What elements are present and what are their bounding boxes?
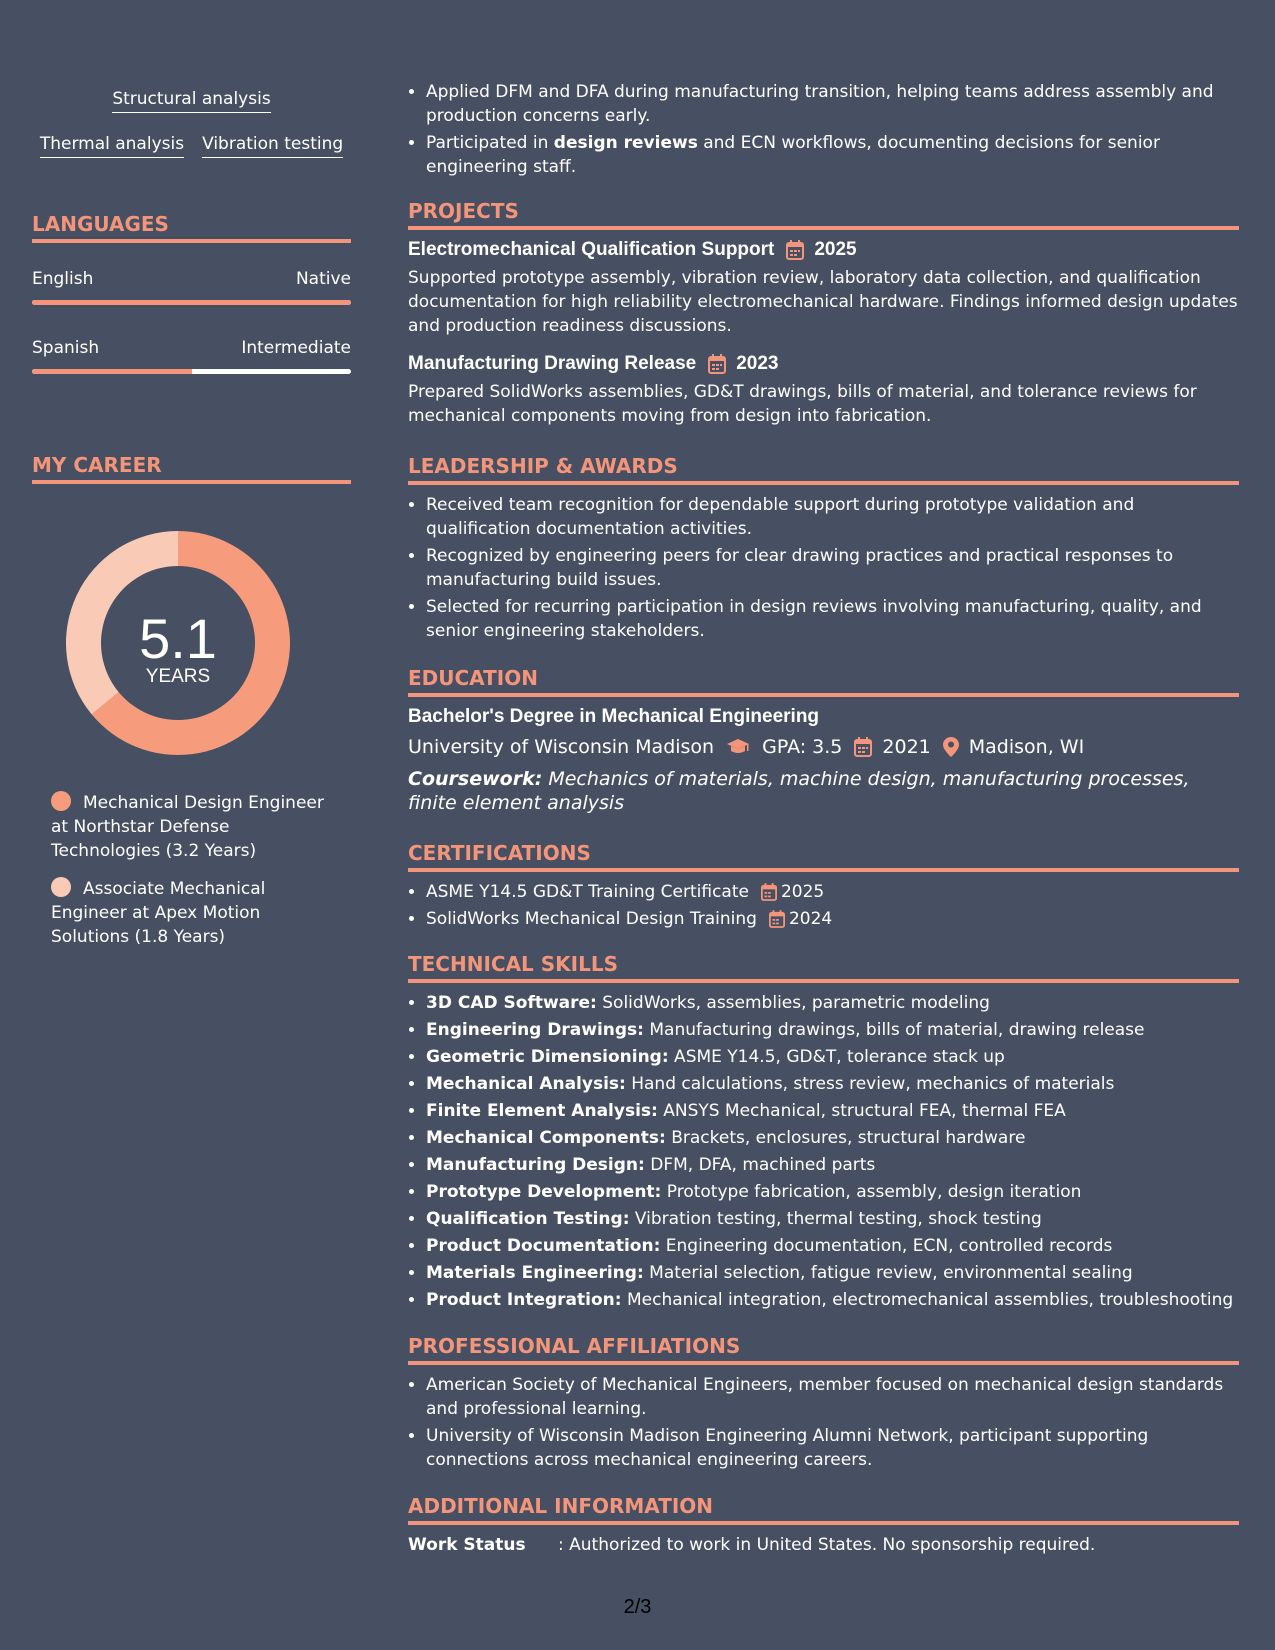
project-description: Supported prototype assembly, vibration review, laboratory data collection, and qualification documentation for high reliability electromechanical hardware. Findings informed design updates and production readiness discussions. — [408, 268, 1238, 336]
skill-tags-row-2 — [32, 133, 351, 158]
work-status-label: Work Status — [408, 1535, 526, 1555]
project-year: 2025 — [814, 239, 857, 260]
additional-info-heading: ADDITIONAL INFORMATION — [408, 1493, 1239, 1525]
calendar-icon — [786, 240, 804, 260]
technical-skill-item: • Engineering Drawings: Manufacturing drawings, bills of material, drawing release — [426, 1018, 1239, 1042]
project-description: Prepared SolidWorks assemblies, GD&T drawings, bills of material, and tolerance reviews for mechanical components moving from design into fabrication. — [408, 382, 1197, 426]
school-location: Madison, WI — [968, 736, 1085, 758]
certifications-section — [408, 840, 1239, 934]
project-title: Manufacturing Drawing Release 2023 — [408, 353, 779, 374]
calendar-icon — [854, 737, 872, 757]
technical-skill-item: • 3D CAD Software: SolidWorks, assemblies, parametric modeling — [426, 991, 1239, 1015]
technical-skills-list — [408, 991, 1239, 1312]
language-english — [32, 268, 351, 305]
technical-skill-item: • Finite Element Analysis: ANSYS Mechanical, structural FEA, thermal FEA — [426, 1099, 1239, 1123]
certification-item: • SolidWorks Mechanical Design Training 2024 — [426, 907, 1239, 931]
career-role-label: Associate Mechanical Engineer at Apex Motion Solutions (1.8 Years) — [51, 879, 266, 947]
certification-year: 2025 — [780, 882, 825, 902]
career-donut-chart — [66, 531, 290, 755]
leadership-item: • Received team recognition for dependable support during prototype validation and qualification documentation activities. — [426, 493, 1239, 541]
degree-title: Bachelor's Degree in Mechanical Engineering — [408, 706, 820, 727]
language-name: English — [32, 269, 94, 289]
language-bar — [32, 300, 351, 305]
affiliations-heading: PROFESSIONAL AFFILIATIONS — [408, 1333, 1239, 1365]
technical-skill-item: • Product Integration: Mechanical integration, electromechanical assemblies, troubleshooting — [426, 1288, 1239, 1312]
skill-tag: Structural analysis — [112, 88, 270, 113]
project-year: 2023 — [736, 353, 779, 374]
map-pin-icon — [943, 737, 959, 757]
skill-tags-row-1 — [32, 88, 351, 113]
language-level: Intermediate — [241, 338, 351, 358]
leadership-heading: LEADERSHIP & AWARDS — [408, 453, 1239, 485]
education-section — [408, 665, 1239, 815]
technical-skill-item: • Mechanical Components: Brackets, enclosures, structural hardware — [426, 1126, 1239, 1150]
experience-bullets — [408, 80, 1239, 182]
calendar-icon — [761, 883, 777, 901]
graduation-year: 2021 — [882, 736, 931, 758]
career-heading: MY CAREER — [32, 452, 351, 484]
certifications-heading: CERTIFICATIONS — [408, 840, 1239, 872]
certification-year: 2024 — [788, 909, 833, 929]
work-status-row — [408, 1533, 1239, 1557]
language-bar — [32, 369, 351, 374]
legend-dot-icon — [51, 877, 71, 897]
technical-skill-item: • Qualification Testing: Vibration testing, thermal testing, shock testing — [426, 1207, 1239, 1231]
affiliation-item: • University of Wisconsin Madison Engineering Alumni Network, participant supporting connections across mechanical engineering careers. — [426, 1424, 1239, 1472]
technical-skill-item: • Prototype Development: Prototype fabrication, assembly, design iteration — [426, 1180, 1239, 1204]
language-name: Spanish — [32, 338, 100, 358]
experience-bullet: • Applied DFM and DFA during manufacturing transition, helping teams address assembly and production concerns early. — [426, 80, 1239, 128]
project-title: Electromechanical Qualification Support 2025 — [408, 239, 857, 260]
career-legend-item — [51, 791, 341, 863]
calendar-icon — [708, 354, 726, 374]
skill-tag: Thermal analysis — [40, 133, 184, 158]
work-status-value: : Authorized to work in United States. No sponsorship required. — [558, 1535, 1096, 1555]
career-total-years: 5.1 — [139, 607, 217, 670]
technical-skill-item: • Geometric Dimensioning: ASME Y14.5, GD&T, tolerance stack up — [426, 1045, 1239, 1069]
affiliations-section — [408, 1333, 1239, 1475]
affiliation-item: • American Society of Mechanical Engineers, member focused on mechanical design standards and professional learning. — [426, 1373, 1239, 1421]
technical-skill-item: • Mechanical Analysis: Hand calculations, stress review, mechanics of materials — [426, 1072, 1239, 1096]
technical-skill-item: • Materials Engineering: Material selection, fatigue review, environmental sealing — [426, 1261, 1239, 1285]
career-total-unit: YEARS — [145, 666, 211, 687]
projects-heading: PROJECTS — [408, 198, 1239, 230]
language-level: Native — [295, 269, 351, 289]
leadership-item: • Recognized by engineering peers for clear drawing practices and practical responses to manufacturing build issues. — [426, 544, 1239, 592]
career-role-label: Mechanical Design Engineer at Northstar Defense Technologies (3.2 Years) — [51, 793, 324, 861]
graduation-cap-icon — [726, 738, 750, 756]
page-number: 2/3 — [623, 1596, 652, 1618]
certification-item: • ASME Y14.5 GD&T Training Certificate 2025 — [426, 880, 1239, 904]
technical-skill-item: • Manufacturing Design: DFM, DFA, machined parts — [426, 1153, 1239, 1177]
technical-skills-section — [408, 951, 1239, 1315]
technical-skill-item: • Product Documentation: Engineering documentation, ECN, controlled records — [426, 1234, 1239, 1258]
education-details — [408, 735, 1239, 759]
school-name: University of Wisconsin Madison — [408, 736, 715, 758]
languages-heading: LANGUAGES — [32, 211, 351, 243]
gpa: GPA: 3.5 — [762, 736, 843, 758]
skill-tag: Vibration testing — [202, 133, 343, 158]
calendar-icon — [769, 910, 785, 928]
language-bar-fill — [32, 369, 192, 374]
language-bar-fill — [32, 300, 351, 305]
leadership-section — [408, 453, 1239, 646]
experience-bullet: • Participated in design reviews and ECN workflows, documenting decisions for senior engineering staff. — [426, 131, 1239, 179]
career-legend-item — [51, 877, 341, 949]
language-spanish — [32, 337, 351, 374]
additional-info-section — [408, 1493, 1239, 1557]
projects-section — [408, 198, 1239, 428]
leadership-item: • Selected for recurring participation in design reviews involving manufacturing, quality, and senior engineering stakeholders. — [426, 595, 1239, 643]
legend-dot-icon — [51, 791, 71, 811]
technical-skills-heading: TECHNICAL SKILLS — [408, 951, 1239, 983]
coursework: Coursework: Mechanics of materials, machine design, manufacturing processes, finite element analysis — [408, 768, 1190, 814]
education-heading: EDUCATION — [408, 665, 1239, 697]
